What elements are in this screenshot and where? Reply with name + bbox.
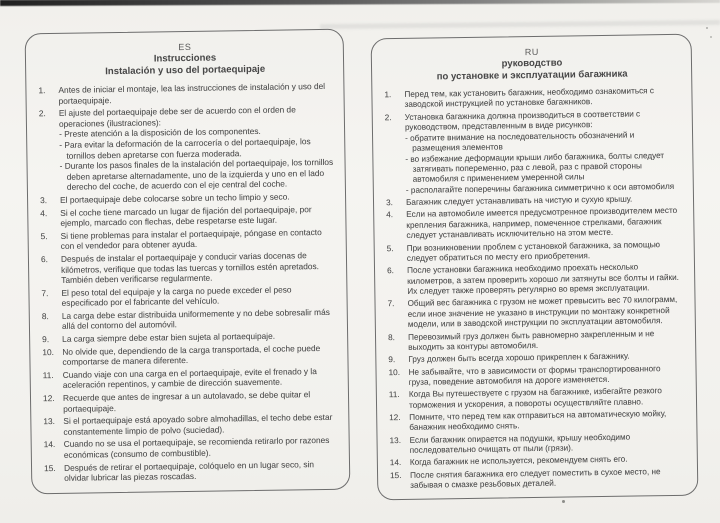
item-text: Когда Вы путешествуете с грузом на багажнике, избегайте резкого торможения и ускорения, а повороты осуществляйте плавно. xyxy=(408,386,662,410)
es-title-line2: Instalación y uso del portaequipaje xyxy=(105,63,266,77)
item-text: При возникновении проблем с установкой багажника, за помощью следует обратиться по месту его приобретения. xyxy=(406,239,661,263)
item-number: 2. xyxy=(384,112,392,122)
instruction-item xyxy=(387,239,683,264)
item-text: Если на автомобиле имеется предусмотренное производителем место крепления багажника, например, помеченное стрелками, багажник следует устанавливать исключительно на этом месте. xyxy=(406,206,678,241)
item-number: 13. xyxy=(389,435,402,445)
es-title-line1: Instrucciones xyxy=(153,52,217,65)
item-text: Если багажник опирается на подушки, крышу необходимо последовательно очищать от пыли (грязи). xyxy=(409,432,631,455)
instruction-item xyxy=(42,307,336,333)
item-text: Когда багажник не используется, рекомендуем снять его. xyxy=(409,454,628,468)
item-text: Установка багажника должна производиться в соответствии с руководством, представленным в виде рисунков: - обратите внимание на последовательность обозначений и размещения элементов - во избежание деформации крыши либо багажника, болты следует затягивать попеременно, раз с левой, раз с правой стороны автомобиля с применением умеренной силы - располагайте поперечины багажника симметрично к оси автомобиля xyxy=(405,109,682,197)
item-number: 1. xyxy=(38,85,46,96)
item-text: Después de retirar el portaequipaje, colóquelo en un lugar seco, sin olvidar lubricar las piezas roscadas. xyxy=(63,458,315,484)
item-number: 14. xyxy=(43,439,56,450)
item-subpoint: - Para evitar la deformación de la carrocería o del portaequipaje, los tornillos deben apretarse con fuerza moderada. xyxy=(59,136,311,161)
instruction-item xyxy=(40,203,334,229)
item-number: 9. xyxy=(42,334,50,345)
language-code-es: ES xyxy=(178,41,192,53)
item-number: 3. xyxy=(39,195,48,206)
instruction-item xyxy=(41,250,335,286)
item-text: Не забывайте, что в зависимости от формы транспортированного груза, поведение автомобиля на дороге изменяется. xyxy=(408,363,661,387)
item-text: No olvide que, dependiendo de la carga transportada, el coche puede comportarse de manera diferente. xyxy=(62,342,321,368)
item-number: 5. xyxy=(40,230,48,241)
instruction-item xyxy=(41,227,335,253)
instruction-item xyxy=(44,435,338,461)
item-text: Перевозимый груз должен быть равномерно закрепленным и не выходить за контуры автомобиля. xyxy=(407,328,655,352)
item-text: Груз должен быть всегда хорошо прикреплен к багажнику. xyxy=(408,351,630,365)
item-subpoint: - обратите внимание на последовательность обозначений и размещения элементов xyxy=(405,130,635,153)
item-text: Cuando viaje con una carga en el portaequipaje, evite el frenado y la aceleración repentinos, y cambie de dirección suavemente. xyxy=(62,365,317,391)
instruction-item xyxy=(39,104,334,193)
es-instruction-list xyxy=(38,81,338,484)
item-text: Si el portaequipaje está apoyado sobre almohadillas, el techo debe estar constantemente limpio de polvo (suciedad). xyxy=(63,412,333,437)
ru-title-line2: по установке и эксплуатации багажника xyxy=(436,68,628,82)
instruction-item xyxy=(386,206,682,242)
russian-instructions-panel xyxy=(371,34,699,501)
language-code-ru: RU xyxy=(524,46,539,58)
item-text: La carga siempre debe estar bien sujeta al portaequipaje. xyxy=(62,330,276,344)
instruction-item xyxy=(43,389,337,415)
instruction-item xyxy=(389,386,685,411)
item-text: Después de instalar el portaequipaje y conducir varias docenas de kilómetros, verifique que todas las tuercas y tornillos estén apretados. También deben verificarse regularmente. xyxy=(60,250,320,285)
scan-speck xyxy=(710,36,712,38)
item-number: 3. xyxy=(385,198,393,208)
instruction-item xyxy=(388,363,684,388)
instruction-item xyxy=(43,366,337,392)
instruction-item xyxy=(387,262,683,298)
item-number: 8. xyxy=(387,332,395,342)
instruction-item xyxy=(42,342,336,368)
instruction-item xyxy=(389,431,685,456)
item-text: Общий вес багажника с грузом не может превысить вес 70 килограмм, если иное значение не указано в инструкции по монтажу конкретной модели, или в заводской инструкции по эксплуатации автомобиля. xyxy=(407,295,678,330)
item-number: 2. xyxy=(38,108,46,119)
item-number: 4. xyxy=(40,207,48,218)
item-number: 15. xyxy=(390,470,402,480)
instruction-item xyxy=(389,409,685,434)
item-number: 7. xyxy=(41,287,49,298)
item-number: 11. xyxy=(42,369,54,381)
item-number: 10. xyxy=(42,346,55,357)
instruction-item xyxy=(43,412,337,438)
item-text: Cuando no se usa el portaequipaje, se recomienda retirarlo por razones económicas (consumo de combustible). xyxy=(63,435,330,460)
item-number: 11. xyxy=(388,390,400,400)
item-number: 1. xyxy=(384,90,392,100)
ru-title-line1: руководство xyxy=(501,57,563,70)
instruction-item xyxy=(41,283,335,309)
scan-shadow-band xyxy=(320,20,720,29)
instruction-item xyxy=(390,466,686,491)
item-number: 15. xyxy=(43,462,56,473)
item-number: 4. xyxy=(386,210,394,220)
item-text: Si el coche tiene marcado un lugar de fijación del portaequipaje, por ejemplo, marcado con flechas, debe respetarse este lugar. xyxy=(60,203,312,229)
item-subpoint: - Preste atención a la disposición de los componentes. xyxy=(59,126,261,140)
instruction-item xyxy=(44,458,338,484)
item-text: La carga debe estar distribuida uniformemente y no debe sobresalir más allá del contorno del automóvil. xyxy=(61,306,330,332)
scan-speck xyxy=(562,500,565,503)
scan-speck xyxy=(706,27,708,29)
item-number: 7. xyxy=(387,299,395,309)
instruction-item xyxy=(387,295,683,331)
item-number: 9. xyxy=(388,355,396,365)
item-subpoint: - располагайте поперечины багажника симметрично к оси автомобиля xyxy=(405,181,675,195)
ru-instruction-list xyxy=(384,86,686,492)
item-text: Antes de iniciar el montaje, lea las instrucciones de instalación y uso del portaequipaje. xyxy=(58,80,326,106)
instruction-item xyxy=(38,81,332,107)
item-text: Перед тем, как установить багажник, необходимо ознакомиться с заводской инструкцией по установке багажников. xyxy=(404,86,655,110)
item-text: После снятия багажника его следует поместить в сухое место, не забывая о смазке резьбовых деталей. xyxy=(410,466,661,490)
instruction-item xyxy=(385,109,682,197)
item-number: 12. xyxy=(42,393,55,404)
item-text: El peso total del equipaje y la carga no puede exceder el peso especificado por el fabricante del vehículo. xyxy=(61,284,292,309)
item-number: 10. xyxy=(388,367,401,377)
item-text: Багажник следует устанавливать на чистую и сухую крышу. xyxy=(405,194,633,208)
item-number: 14. xyxy=(389,458,402,468)
item-number: 13. xyxy=(43,416,56,427)
item-number: 6. xyxy=(386,266,394,276)
item-text: Помните, что перед тем как отправиться на автоматическую мойку, банажник необходимо снять. xyxy=(409,408,667,433)
instruction-item xyxy=(388,328,684,353)
instruction-item xyxy=(384,86,680,111)
item-subpoint: - Durante los pasos finales de la instalación del portaequipaje, los tornillos deben apretarse alternadamente, uno de la izquierda y uno en el lado derecho del coche, de acuerdo con el eje central del coche. xyxy=(59,156,334,193)
scanner-edge-artifact xyxy=(0,0,720,6)
item-text: El ajuste del portaequipaje debe ser de acuerdo con el orden de operaciones (ilustraciones): - Preste atención a la disposición de los componentes. - Para evitar la deformación de la carrocería o del portaequipaje, los tornillos deben apretarse con fuerza moderada. - Durante los pasos finales de la instalación del portaequipaje, los tornillos deben apretarse alternadamente, uno de la izquierda y uno en el lado derecho del coche, de acuerdo con el eje central del coche. xyxy=(58,104,334,193)
item-number: 12. xyxy=(389,412,401,423)
item-subpoint: - во избежание деформации крыши либо багажника, болты следует затягивать попеременно, раз с левой, раз с правой стороны автомобиля с применением умеренной силы xyxy=(405,150,665,185)
item-text: После установки багажника необходимо проехать несколько километров, а затем проверить хорошо ли затянуты все болты и гайки. Их следует также проверять регулярно во время эксплуатации. xyxy=(406,262,679,297)
item-number: 6. xyxy=(40,253,48,265)
spanish-instructions-panel xyxy=(25,29,351,495)
item-number: 8. xyxy=(41,310,49,322)
item-number: 5. xyxy=(386,243,394,253)
item-text: Recuerde que antes de ingresar a un autolavado, se debe quitar el portaequipaje. xyxy=(62,389,311,414)
item-text: El portaequipaje debe colocarse sobre un techo limpio y seco. xyxy=(59,191,290,205)
item-text: Si tiene problemas para instalar el portaequipaje, póngase en contacto con el vendedor para obtener ayuda. xyxy=(60,226,322,252)
